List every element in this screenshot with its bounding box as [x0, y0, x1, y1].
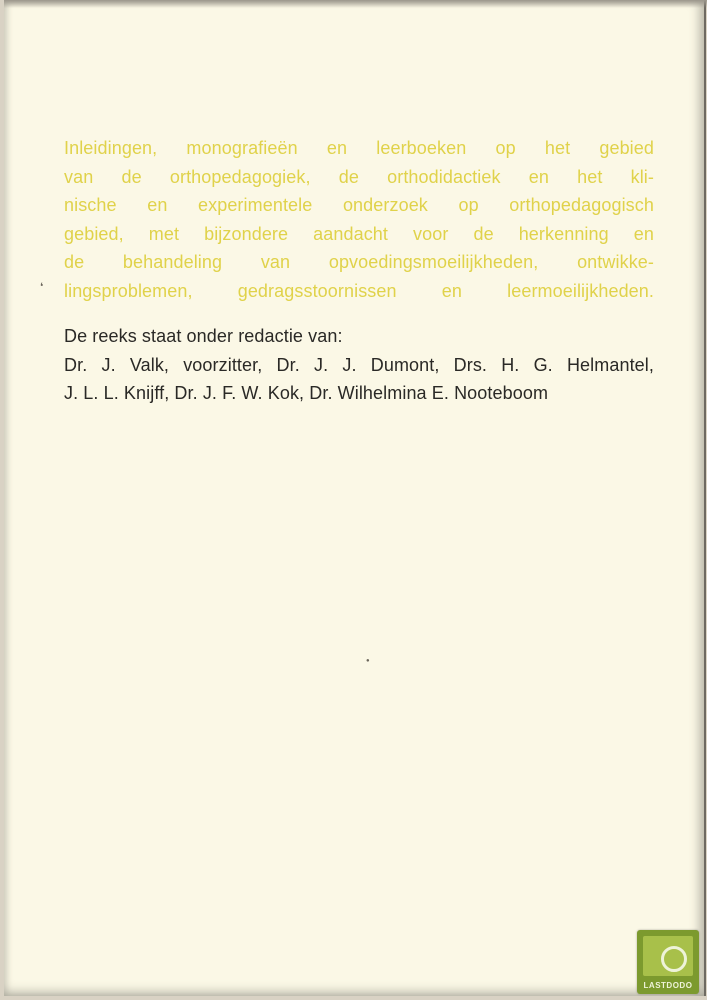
- description-line: nische en experimentele onderzoek op orthopedagogisch: [64, 195, 654, 215]
- description-line: gebied, met bijzondere aandacht voor de herkenning en: [64, 223, 654, 244]
- editors-line: Dr. J. Valk, voorzitter, Dr. J. J. Dumont, Drs. H. G. Helmantel,: [64, 354, 654, 375]
- series-description: [64, 134, 654, 305]
- description-line: de behandeling van opvoedingsmoeilijkheden, ontwikke-: [64, 252, 654, 272]
- badge-panel: [643, 936, 693, 976]
- editors-line: J. L. L. Knijff, Dr. J. F. W. Kok, Dr. Wilhelmina E. Nooteboom: [64, 383, 549, 403]
- book-back-cover: [4, 0, 706, 996]
- print-speck: ❛: [40, 282, 44, 293]
- description-line: lingsproblemen, gedragsstoornissen en leermoeilijkheden.: [64, 280, 654, 301]
- lastdodo-watermark-badge: [637, 930, 699, 994]
- print-speck: ●: [366, 658, 370, 664]
- editorial-board: [64, 322, 654, 408]
- cover-top-edge: [4, 0, 707, 8]
- editors-heading: De reeks staat onder redactie van:: [64, 326, 343, 346]
- description-line: Inleidingen, monografieën en leerboeken op het gebied: [64, 138, 654, 158]
- lastdodo-logo-icon: [661, 946, 687, 972]
- badge-label: LASTDODO: [643, 981, 693, 990]
- description-line: van de orthopedagogiek, de orthodidactiek en het kli-: [64, 166, 654, 187]
